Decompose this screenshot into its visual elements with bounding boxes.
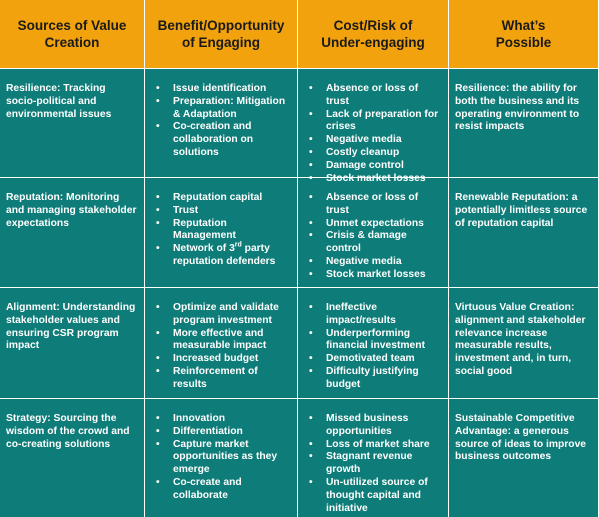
list-item: • Capture market opportunities as they emerge: [151, 439, 291, 477]
list-item: • Trust: [151, 205, 291, 218]
possible-reputation: Renewable Reputation: a potentially limitless source of reputation capital: [449, 178, 598, 287]
header-possible: What’s Possible: [449, 0, 598, 68]
list-item: • Demotivated team: [304, 353, 442, 366]
list-item: • Un-utilized source of thought capital and initiative: [304, 477, 442, 515]
list-item: • Co-creation and collaboration on solutions: [151, 121, 291, 159]
costs-resilience: [298, 69, 448, 184]
list-item: • Crisis & damage control: [304, 230, 442, 256]
source-alignment: Alignment: Understanding stakeholder values and ensuring CSR program impact: [0, 288, 144, 398]
source-resilience: Resilience: Tracking socio-political and environmental issues: [0, 69, 144, 177]
ordinal-suffix: rd: [234, 241, 242, 249]
list-item: • Reinforcement of results: [151, 366, 291, 392]
header-sources: Sources of Value Creation: [0, 0, 144, 68]
list-item: • Stock market losses: [304, 173, 442, 186]
list-item: • Damage control: [304, 160, 442, 173]
possible-strategy: Sustainable Competitive Advantage: a generous source of ideas to improve business outcomes: [449, 399, 598, 517]
list-item: • Underperforming financial investment: [304, 328, 442, 354]
list-item: • Reputation capital: [151, 192, 291, 205]
benefits-reputation: [145, 178, 297, 287]
costs-strategy: [298, 399, 448, 517]
list-item: • Reputation Management: [151, 218, 291, 244]
header-cost: Cost/Risk of Under-engaging: [298, 0, 448, 68]
list-item: • Costly cleanup: [304, 147, 442, 160]
benefits-resilience: [145, 69, 297, 177]
list-item: • More effective and measurable impact: [151, 328, 291, 354]
list-item: • Ineffective impact/results: [304, 302, 442, 328]
source-strategy: Strategy: Sourcing the wisdom of the crowd and co-creating solutions: [0, 399, 144, 517]
costs-alignment: [298, 288, 448, 398]
benefits-strategy: [145, 399, 297, 517]
list-item: • Negative media: [304, 256, 442, 269]
list-item: • Optimize and validate program investment: [151, 302, 291, 328]
network-text-pre: Network of 3: [173, 243, 235, 255]
list-item: • Increased budget: [151, 353, 291, 366]
list-item: • Stagnant revenue growth: [304, 451, 442, 477]
list-item: • Lack of preparation for crises: [304, 109, 442, 135]
list-item: • Issue identification: [151, 83, 291, 96]
source-reputation: Reputation: Monitoring and managing stakeholder expectations: [0, 178, 144, 287]
network-text-post: party reputation defenders: [173, 243, 276, 267]
list-item: • Difficulty justifying budget: [304, 366, 442, 392]
list-item: • Stock market losses: [304, 269, 442, 282]
list-item: • Unmet expectations: [304, 218, 442, 231]
list-item: • Innovation: [151, 413, 291, 426]
list-item: • Absence or loss of trust: [304, 83, 442, 109]
list-item: • Negative media: [304, 134, 442, 147]
list-item: • Missed business opportunities: [304, 413, 442, 439]
list-item: • Differentiation: [151, 426, 291, 439]
list-item: • Absence or loss of trust: [304, 192, 442, 218]
possible-alignment: Virtuous Value Creation: alignment and stakeholder relevance increase measurable results, investment and, in turn, social good: [449, 288, 598, 398]
list-item: [151, 243, 291, 269]
benefits-alignment: [145, 288, 297, 398]
costs-reputation: [298, 178, 448, 287]
list-item: • Preparation: Mitigation & Adaptation: [151, 96, 291, 122]
list-item: • Co-create and collaborate: [151, 477, 291, 503]
header-benefit: Benefit/Opportunity of Engaging: [145, 0, 297, 68]
list-item: • Loss of market share: [304, 439, 442, 452]
possible-resilience: Resilience: the ability for both the business and its operating environment to resist impacts: [449, 69, 598, 177]
